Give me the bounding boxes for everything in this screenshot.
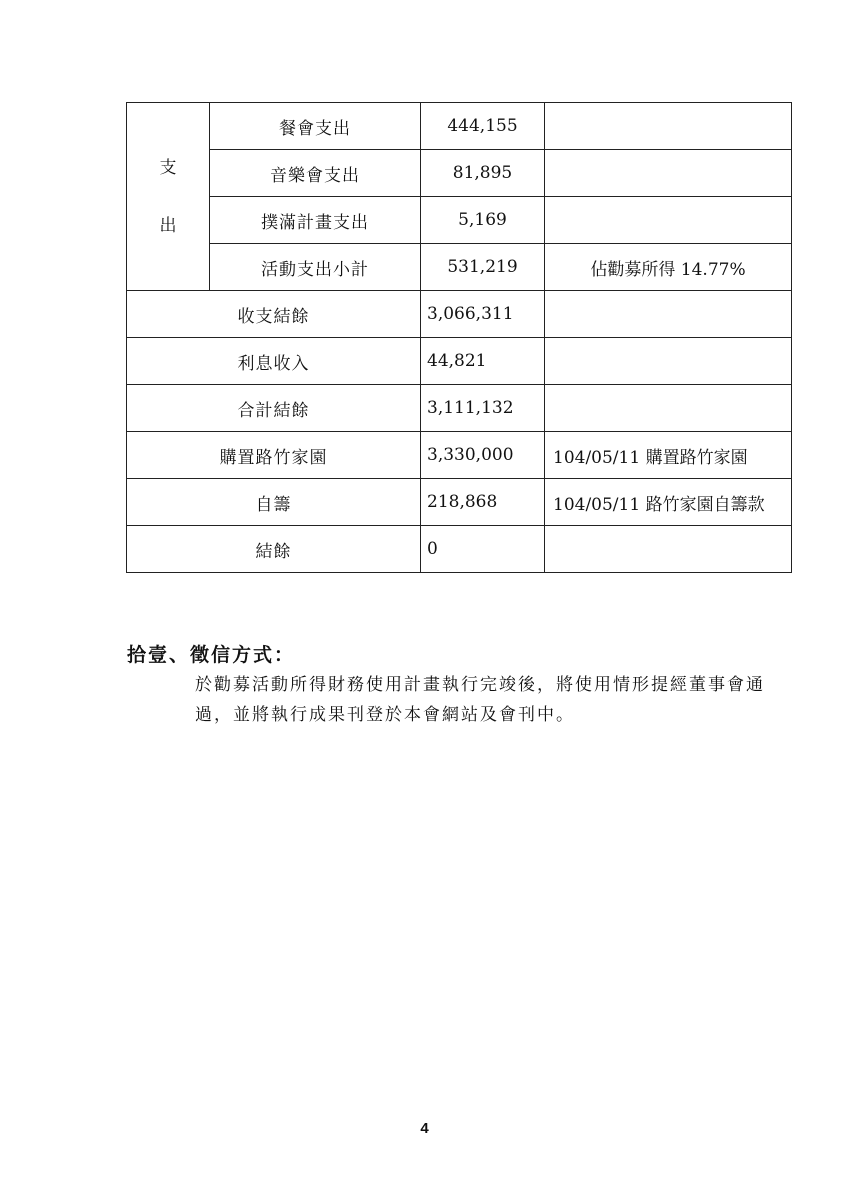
row-note: 104/05/11 路竹家園自籌款 <box>545 479 792 526</box>
section-body: 於勸募活動所得財務使用計畫執行完竣後，將使用情形提經董事會通過，並將執行成果刊登於本會網站及會刊中。 <box>195 675 765 725</box>
row-amount: 0 <box>421 526 545 573</box>
row-amount: 531,219 <box>421 244 545 291</box>
row-label: 收支結餘 <box>127 291 421 338</box>
row-note: 104/05/11 購置路竹家園 <box>545 432 792 479</box>
row-note: 佔勸募所得 14.77% <box>545 244 792 291</box>
row-label: 合計結餘 <box>127 385 421 432</box>
row-note <box>545 526 792 573</box>
expense-group-cell <box>127 103 210 291</box>
row-note <box>545 338 792 385</box>
row-amount: 444,155 <box>421 103 545 150</box>
row-note <box>545 150 792 197</box>
table-row <box>127 479 792 526</box>
table-row <box>127 526 792 573</box>
row-label: 結餘 <box>127 526 421 573</box>
table-row <box>127 291 792 338</box>
expense-group-char: 支 <box>159 157 177 178</box>
page-number: 4 <box>420 1120 429 1137</box>
table-row <box>127 338 792 385</box>
row-amount: 218,868 <box>421 479 545 526</box>
row-label: 活動支出小計 <box>210 244 421 291</box>
row-amount: 3,111,132 <box>421 385 545 432</box>
table-row <box>127 197 792 244</box>
row-amount: 5,169 <box>421 197 545 244</box>
table-row <box>127 385 792 432</box>
row-label: 利息收入 <box>127 338 421 385</box>
financial-table <box>126 102 792 573</box>
row-label: 自籌 <box>127 479 421 526</box>
table-row <box>127 103 792 150</box>
row-amount: 3,330,000 <box>421 432 545 479</box>
table-row <box>127 150 792 197</box>
row-amount: 81,895 <box>421 150 545 197</box>
row-label: 購置路竹家園 <box>127 432 421 479</box>
expense-group-char: 出 <box>159 215 177 236</box>
row-note <box>545 197 792 244</box>
row-label: 餐會支出 <box>210 103 421 150</box>
table-row <box>127 244 792 291</box>
section-title: 拾壹、徵信方式： <box>127 644 296 666</box>
row-note <box>545 291 792 338</box>
table-row <box>127 432 792 479</box>
row-note <box>545 385 792 432</box>
row-amount: 3,066,311 <box>421 291 545 338</box>
row-note <box>545 103 792 150</box>
row-label: 撲滿計畫支出 <box>210 197 421 244</box>
row-label: 音樂會支出 <box>210 150 421 197</box>
row-amount: 44,821 <box>421 338 545 385</box>
